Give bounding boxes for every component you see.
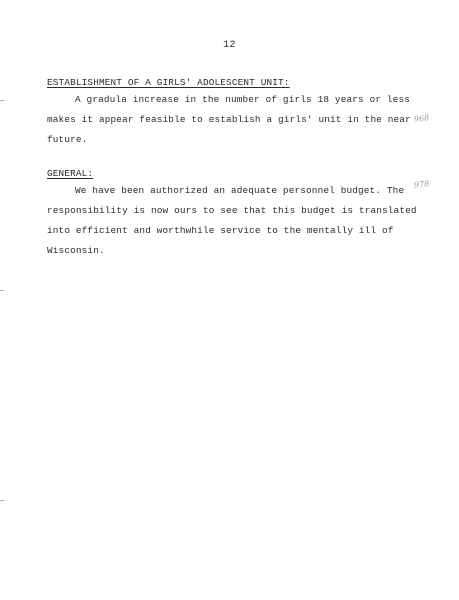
paragraph-line: Wisconsin. (47, 245, 105, 256)
paragraph-line: A gradula increase in the number of girls 18 years or less (75, 94, 411, 105)
section-heading-girls-unit: ESTABLISHMENT OF A GIRLS' ADOLESCENT UNIT: (47, 77, 290, 88)
paragraph-line: future. (47, 134, 88, 145)
paragraph-line: makes it appear feasible to establish a girls' unit in the near (47, 114, 411, 125)
paragraph-line: responsibility is now ours to see that this budget is translated (47, 205, 417, 216)
paragraph-line: We have been authorized an adequate personnel budget. The (75, 185, 405, 196)
handwritten-margin-note: 978 (413, 178, 430, 191)
binder-hole-mark (0, 290, 4, 291)
binder-hole-mark (0, 500, 4, 501)
paragraph-girls-unit (47, 90, 417, 150)
paragraph-line: into efficient and worthwhile service to the mentally ill of (47, 225, 394, 236)
binder-hole-mark (0, 100, 4, 101)
handwritten-margin-note: 968 (413, 112, 430, 125)
section-heading-general: GENERAL: (47, 168, 94, 179)
paragraph-general (47, 181, 417, 261)
page-number: 12 (223, 40, 236, 51)
